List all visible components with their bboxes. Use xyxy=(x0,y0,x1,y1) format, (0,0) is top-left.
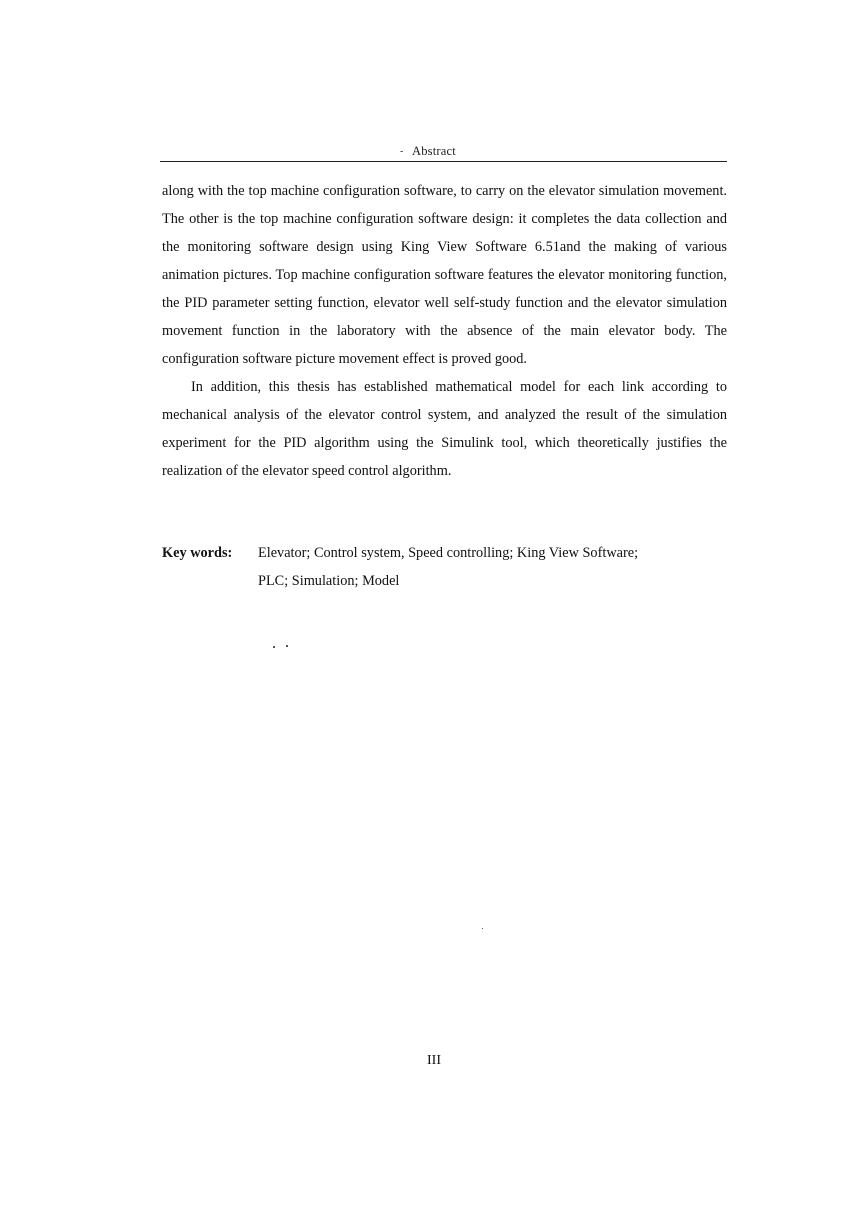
keywords-label: Key words: xyxy=(162,545,233,561)
scan-speck xyxy=(286,645,288,647)
keywords-list-1: Elevator; Control system, Speed controlling; King View Software; xyxy=(258,545,639,561)
abstract-paragraph-1: along with the top machine configuration software, to carry on the elevator simulation movement. The other is the top machine configuration software design: it completes the data collection and the monitoring software design using King View Software 6.51and the making of various animation pictures. Top machine configuration software features the elevator monitoring function, the PID parameter setting function, elevator well self-study function and the elevator simulation movement function in the laboratory with the absence of the main elevator body. The configuration software picture movement effect is proved good. xyxy=(162,183,727,367)
header-dash: - xyxy=(400,146,404,157)
header-title: Abstract xyxy=(412,144,456,158)
keywords-list-2: PLC; Simulation; Model xyxy=(258,573,400,589)
keywords-line-1 xyxy=(162,539,732,567)
abstract-body xyxy=(162,177,727,485)
scan-speck xyxy=(482,928,483,929)
page-number: III xyxy=(427,1053,441,1068)
keywords-block xyxy=(162,539,732,595)
page-header xyxy=(160,141,727,162)
abstract-paragraph-2: In addition, this thesis has established mathematical model for each link according to mechanical analysis of the elevator control system, and analyzed the result of the simulation experiment for the PID algorithm using the Simulink tool, which theoretically justifies the realization of the elevator speed control algorithm. xyxy=(162,379,727,479)
scan-speck xyxy=(273,646,275,648)
